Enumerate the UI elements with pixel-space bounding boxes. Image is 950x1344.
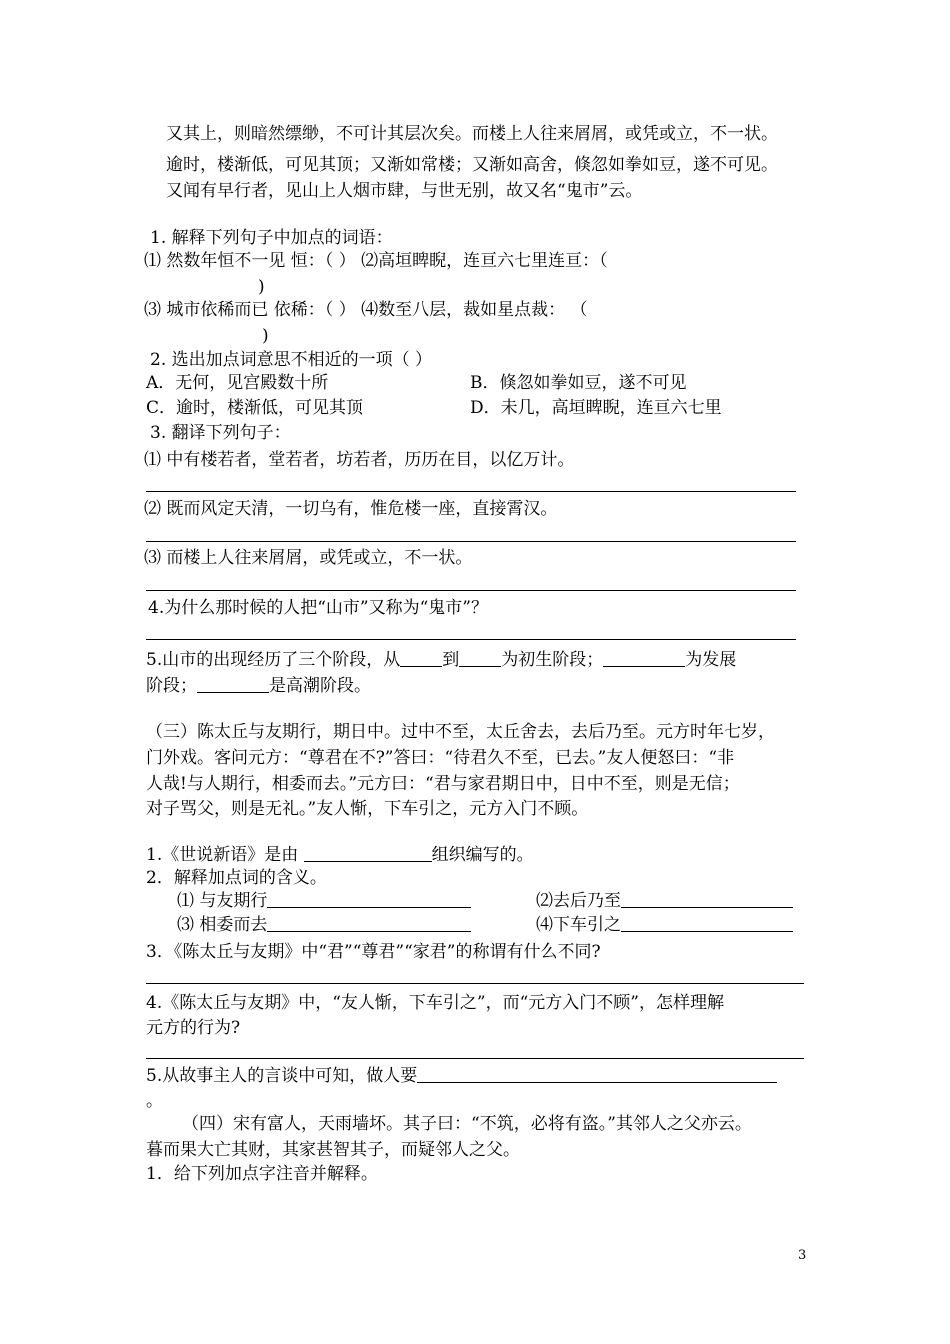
passage-line: 暮而果大亡其财，其家甚智其子，而疑邻人之父。 <box>146 1140 520 1160</box>
sentence-1: ⑴ 中有楼若者，堂若者，坊若者，历历在目，以亿万计。 <box>144 450 575 470</box>
answer-line <box>146 590 796 591</box>
option-c: C．逾时，楼渐低，可见其顶 <box>146 398 364 418</box>
option-d: D．未几，高垣睥睨，连亘六七里 <box>470 398 722 418</box>
question-1-prompt: 1. 解释下列句子中加点的词语： <box>150 228 393 248</box>
answer-line <box>146 491 796 492</box>
s3-question-3: 3．《陈太丘与友期》中“君”“尊君”“家君”的称谓有什么不同? <box>146 942 601 962</box>
page-number: 3 <box>798 1248 807 1263</box>
question-3-prompt: 3. 翻译下列句子： <box>150 423 291 443</box>
s3-q2-item-2: ⑵去后乃至 <box>536 889 793 913</box>
s3-q2-item-4: ⑷下车引之 <box>536 913 793 937</box>
fill-blank[interactable] <box>621 889 793 908</box>
s3-question-1: 1.《世说新语》是由 组织编写的。 <box>146 845 534 865</box>
answer-line <box>146 639 796 640</box>
question-5-cont: 阶段； 是高潮阶段。 <box>146 676 371 696</box>
s3-question-4: 4.《陈太丘与友期》中，“友人惭，下车引之”，而“元方入门不顾”，怎样理解 <box>146 993 724 1013</box>
question-1-item-line: ⑶ 城市依稀而已 依稀：（ ） ⑷数至八层，裁如星点裁： （ <box>144 300 588 320</box>
question-1-item-line: ⑴ 然数年恒不一见 恒：（ ） ⑵高垣睥睨，连亘六七里连亘：（ <box>144 251 608 271</box>
s3-question-2-prompt: 2．解释加点词的含义。 <box>146 868 327 888</box>
question-4: 4.为什么那时候的人把“山市”又称为“鬼市”？ <box>148 598 488 618</box>
option-a: A．无何，见宫殿数十所 <box>146 373 329 393</box>
s3-q2-item-3: ⑶ 相委而去 <box>177 913 471 937</box>
sentence-2: ⑵ 既而风定天清，一切乌有，惟危楼一座，直接霄汉。 <box>144 499 558 519</box>
passage-line: 逾时，楼渐低，可见其顶；又渐如常楼；又渐如高舍，倏忽如拳如豆，遂不可见。 <box>166 155 778 175</box>
fill-blank[interactable] <box>197 674 269 693</box>
answer-line <box>146 541 796 542</box>
fill-blank[interactable] <box>267 913 471 932</box>
question-1-item-line: ) <box>262 326 269 346</box>
question-5: 5.山市的出现经历了三个阶段，从 到 为初生阶段； 为发展 <box>146 650 737 670</box>
option-b: B．倏忽如拳如豆，遂不可见 <box>470 373 687 393</box>
s3-question-5-end: 。 <box>146 1091 163 1111</box>
fill-blank[interactable] <box>417 1064 777 1083</box>
answer-line <box>146 1058 804 1059</box>
passage-line: 人哉!与人期行，相委而去。”元方曰：“君与家君期日中，日中不至，则是无信； <box>146 774 740 794</box>
question-2-prompt: 2. 选出加点词意思不相近的一项（ ） <box>150 350 433 370</box>
fill-blank[interactable] <box>304 843 432 862</box>
passage-line: 又闻有早行者，见山上人烟市肆，与世无别，故又名“鬼市”云。 <box>166 181 643 201</box>
sentence-3: ⑶ 而楼上人往来屑屑，或凭或立，不一状。 <box>144 548 473 568</box>
s3-question-4-cont: 元方的行为? <box>146 1018 241 1038</box>
fill-blank[interactable] <box>267 889 471 908</box>
question-1-item-line: ) <box>258 277 265 297</box>
s3-question-5: 5.从故事主人的言谈中可知，做人要 <box>146 1064 777 1088</box>
answer-line <box>146 983 804 984</box>
fill-blank[interactable] <box>603 648 685 667</box>
fill-blank[interactable] <box>400 648 442 667</box>
passage-line: 门外戏。客问元方：“尊君在不?”答曰：“待君久不至，已去。”友人便怒曰：“非 <box>146 748 735 768</box>
passage-line: （三）陈太丘与友期行，期日中。过中不至，太丘舍去，去后乃至。元方时年七岁， <box>146 722 775 742</box>
passage-line: 对子骂父，则是无礼。”友人惭，下车引之，元方入门不顾。 <box>146 799 589 819</box>
passage-line: 又其上，则暗然缥缈，不可计其层次矣。而楼上人往来屑屑，或凭或立，不一状。 <box>166 124 778 144</box>
s3-q2-item-1: ⑴ 与友期行 <box>177 889 471 913</box>
fill-blank[interactable] <box>459 648 501 667</box>
fill-blank[interactable] <box>621 913 793 932</box>
passage-line: （四）宋有富人，天雨墙坏。其子曰：“不筑，必将有盗。”其邻人之父亦云。 <box>182 1114 752 1134</box>
s4-question-1: 1．给下列加点字注音并解释。 <box>146 1164 378 1184</box>
